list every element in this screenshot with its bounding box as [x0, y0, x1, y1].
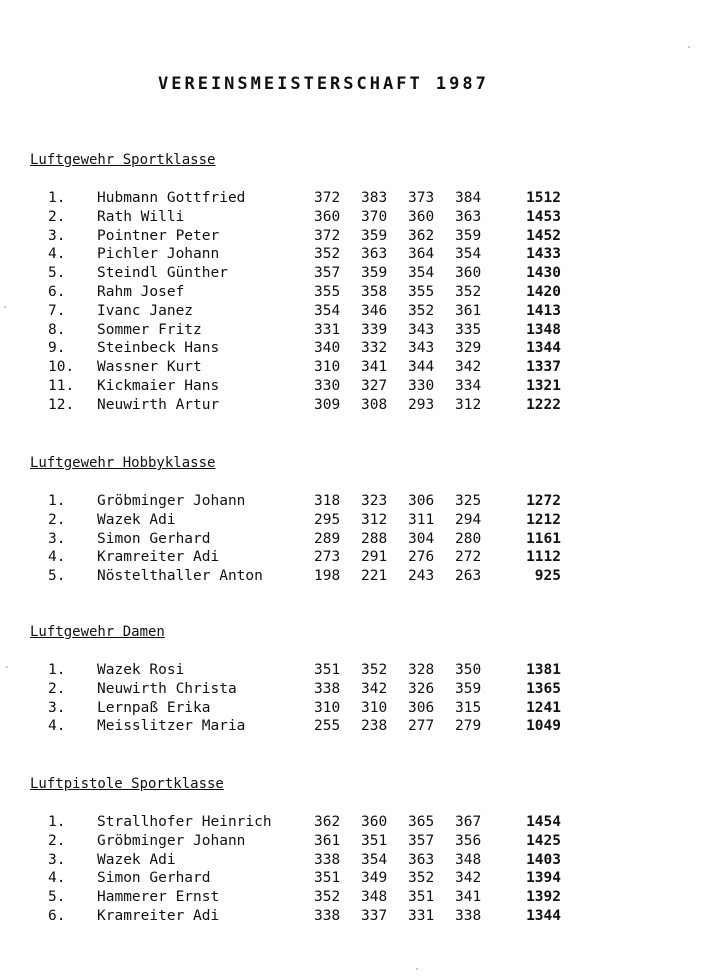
score-round-4: 329 — [455, 340, 482, 357]
score-round-3: 343 — [408, 321, 435, 338]
total-score: 1381 — [526, 662, 561, 678]
score-round-2: 323 — [361, 493, 388, 509]
shooter-name: Pichler Johann — [97, 246, 220, 263]
score-round-4: 350 — [455, 662, 482, 678]
score-round-1: 310 — [314, 699, 341, 716]
shooter-name: Strallhofer Heinrich — [97, 814, 272, 830]
score-round-3: 293 — [408, 396, 435, 413]
result-row — [30, 813, 650, 832]
result-row — [30, 492, 650, 511]
score-round-1: 198 — [314, 568, 341, 585]
score-round-3: 363 — [408, 851, 435, 868]
result-row — [30, 377, 650, 396]
total-score: 1394 — [526, 870, 561, 887]
score-round-2: 310 — [361, 699, 388, 716]
rank: 3. — [48, 530, 66, 547]
score-round-4: 384 — [455, 190, 482, 206]
rank: 4. — [48, 718, 66, 735]
score-round-3: 277 — [408, 718, 435, 735]
shooter-name: Pointner Peter — [97, 227, 220, 244]
total-score: 1344 — [526, 907, 561, 924]
score-round-3: 243 — [408, 568, 435, 585]
section-title: Luftgewehr Sportklasse — [30, 152, 216, 168]
rank: 1. — [48, 493, 66, 509]
score-round-2: 346 — [361, 302, 388, 319]
score-round-4: 359 — [455, 227, 482, 244]
score-round-3: 364 — [408, 246, 435, 263]
score-round-1: 338 — [314, 907, 341, 924]
score-round-2: 370 — [361, 208, 388, 225]
total-score: 1212 — [526, 511, 561, 528]
score-round-3: 311 — [408, 511, 435, 528]
score-round-4: 356 — [455, 832, 482, 849]
shooter-name: Wassner Kurt — [97, 359, 202, 376]
total-score: 1049 — [526, 718, 561, 735]
rank: 3. — [48, 851, 66, 868]
score-round-4: 325 — [455, 493, 482, 509]
score-round-3: 330 — [408, 377, 435, 394]
shooter-name: Sommer Fritz — [97, 321, 202, 338]
score-round-3: 354 — [408, 265, 435, 282]
score-round-3: 351 — [408, 889, 435, 906]
total-score: 1365 — [526, 680, 561, 697]
score-round-2: 359 — [361, 265, 388, 282]
total-score: 1403 — [526, 851, 561, 868]
rank: 2. — [48, 832, 66, 849]
score-round-1: 351 — [314, 662, 341, 678]
score-round-1: 354 — [314, 302, 341, 319]
shooter-name: Neuwirth Christa — [97, 680, 237, 697]
score-round-1: 355 — [314, 283, 341, 300]
shooter-name: Gröbminger Johann — [97, 832, 246, 849]
rank: 1. — [48, 814, 66, 830]
total-score: 1454 — [526, 814, 561, 830]
result-row — [30, 358, 650, 377]
score-round-3: 326 — [408, 680, 435, 697]
total-score: 1453 — [526, 208, 561, 225]
rank: 10. — [48, 359, 75, 376]
score-round-2: 383 — [361, 190, 388, 206]
score-round-3: 306 — [408, 493, 435, 509]
result-row — [30, 302, 650, 321]
rank: 5. — [48, 889, 66, 906]
rank: 4. — [48, 870, 66, 887]
score-round-4: 342 — [455, 870, 482, 887]
total-score: 925 — [534, 568, 561, 585]
score-round-3: 344 — [408, 359, 435, 376]
score-round-2: 238 — [361, 718, 388, 735]
paper-speck — [6, 666, 8, 668]
score-round-4: 361 — [455, 302, 482, 319]
score-round-4: 338 — [455, 907, 482, 924]
score-round-1: 352 — [314, 889, 341, 906]
total-score: 1420 — [526, 283, 561, 300]
score-round-4: 280 — [455, 530, 482, 547]
score-round-1: 255 — [314, 718, 341, 735]
shooter-name: Ivanc Janez — [97, 302, 194, 319]
total-score: 1241 — [526, 699, 561, 716]
result-row — [30, 245, 650, 264]
total-score: 1452 — [526, 227, 561, 244]
score-round-1: 352 — [314, 246, 341, 263]
section-luftgewehr-sportklasse — [30, 150, 650, 415]
shooter-name: Hammerer Ernst — [97, 889, 220, 906]
score-round-2: 349 — [361, 870, 388, 887]
score-round-3: 304 — [408, 530, 435, 547]
section-luftgewehr-damen — [30, 622, 650, 736]
total-score: 1112 — [526, 549, 561, 566]
score-round-4: 294 — [455, 511, 482, 528]
rank: 4. — [48, 246, 66, 263]
score-round-1: 295 — [314, 511, 341, 528]
rank: 7. — [48, 302, 66, 319]
score-round-2: 358 — [361, 283, 388, 300]
shooter-name: Wazek Rosi — [97, 662, 185, 678]
paper-speck — [4, 306, 6, 308]
shooter-name: Lernpaß Erika — [97, 699, 211, 716]
shooter-name: Steindl Günther — [97, 265, 228, 282]
rank: 1. — [48, 662, 66, 678]
results-list — [30, 661, 650, 736]
shooter-name: Nöstelthaller Anton — [97, 568, 263, 585]
result-row — [30, 717, 650, 736]
score-round-3: 373 — [408, 190, 435, 206]
total-score: 1512 — [526, 190, 561, 206]
rank: 5. — [48, 265, 66, 282]
score-round-1: 318 — [314, 493, 341, 509]
result-row — [30, 530, 650, 549]
rank: 4. — [48, 549, 66, 566]
score-round-4: 360 — [455, 265, 482, 282]
score-round-1: 338 — [314, 851, 341, 868]
score-round-1: 289 — [314, 530, 341, 547]
result-row — [30, 339, 650, 358]
score-round-4: 335 — [455, 321, 482, 338]
rank: 8. — [48, 321, 66, 338]
paper-speck — [688, 46, 690, 48]
score-round-2: 342 — [361, 680, 388, 697]
total-score: 1272 — [526, 493, 561, 509]
rank: 2. — [48, 208, 66, 225]
score-round-2: 327 — [361, 377, 388, 394]
score-round-1: 362 — [314, 814, 341, 830]
total-score: 1344 — [526, 340, 561, 357]
result-row — [30, 548, 650, 567]
results-list — [30, 813, 650, 926]
total-score: 1392 — [526, 889, 561, 906]
shooter-name: Kickmaier Hans — [97, 377, 220, 394]
score-round-3: 343 — [408, 340, 435, 357]
score-round-3: 360 — [408, 208, 435, 225]
total-score: 1348 — [526, 321, 561, 338]
score-round-2: 291 — [361, 549, 388, 566]
section-title: Luftpistole Sportklasse — [30, 776, 224, 792]
score-round-4: 342 — [455, 359, 482, 376]
total-score: 1222 — [526, 396, 561, 413]
score-round-4: 279 — [455, 718, 482, 735]
score-round-2: 352 — [361, 662, 388, 678]
score-round-1: 330 — [314, 377, 341, 394]
rank: 9. — [48, 340, 66, 357]
rank: 3. — [48, 227, 66, 244]
score-round-3: 352 — [408, 870, 435, 887]
shooter-name: Neuwirth Artur — [97, 396, 220, 413]
rank: 11. — [48, 377, 75, 394]
total-score: 1430 — [526, 265, 561, 282]
score-round-2: 221 — [361, 568, 388, 585]
rank: 6. — [48, 283, 66, 300]
total-score: 1161 — [526, 530, 561, 547]
rank: 2. — [48, 680, 66, 697]
score-round-1: 331 — [314, 321, 341, 338]
section-title: Luftgewehr Hobbyklasse — [30, 455, 216, 471]
paper-speck — [416, 968, 418, 970]
score-round-1: 309 — [314, 396, 341, 413]
score-round-2: 351 — [361, 832, 388, 849]
result-row — [30, 283, 650, 302]
result-row — [30, 699, 650, 718]
rank: 1. — [48, 190, 66, 206]
result-row — [30, 888, 650, 907]
shooter-name: Wazek Adi — [97, 851, 176, 868]
score-round-4: 354 — [455, 246, 482, 263]
score-round-4: 334 — [455, 377, 482, 394]
score-round-2: 337 — [361, 907, 388, 924]
total-score: 1337 — [526, 359, 561, 376]
shooter-name: Simon Gerhard — [97, 870, 211, 887]
total-score: 1433 — [526, 246, 561, 263]
score-round-3: 331 — [408, 907, 435, 924]
score-round-3: 306 — [408, 699, 435, 716]
score-round-1: 372 — [314, 190, 341, 206]
score-round-2: 348 — [361, 889, 388, 906]
score-round-1: 340 — [314, 340, 341, 357]
results-list — [30, 189, 650, 415]
score-round-3: 328 — [408, 662, 435, 678]
result-row — [30, 264, 650, 283]
shooter-name: Rahm Josef — [97, 283, 185, 300]
shooter-name: Meisslitzer Maria — [97, 718, 246, 735]
rank: 2. — [48, 511, 66, 528]
score-round-4: 315 — [455, 699, 482, 716]
result-row — [30, 208, 650, 227]
result-row — [30, 227, 650, 246]
rank: 5. — [48, 568, 66, 585]
score-round-2: 308 — [361, 396, 388, 413]
score-round-4: 359 — [455, 680, 482, 697]
result-row — [30, 832, 650, 851]
shooter-name: Kramreiter Adi — [97, 549, 220, 566]
score-round-2: 363 — [361, 246, 388, 263]
score-round-2: 360 — [361, 814, 388, 830]
score-round-3: 357 — [408, 832, 435, 849]
score-round-4: 348 — [455, 851, 482, 868]
score-round-3: 352 — [408, 302, 435, 319]
result-row — [30, 680, 650, 699]
score-round-3: 276 — [408, 549, 435, 566]
score-round-1: 361 — [314, 832, 341, 849]
score-round-1: 351 — [314, 870, 341, 887]
score-round-1: 360 — [314, 208, 341, 225]
shooter-name: Steinbeck Hans — [97, 340, 220, 357]
shooter-name: Rath Willi — [97, 208, 185, 225]
result-row — [30, 907, 650, 926]
section-luftgewehr-hobbyklasse — [30, 453, 650, 586]
score-round-3: 365 — [408, 814, 435, 830]
total-score: 1413 — [526, 302, 561, 319]
section-luftpistole-sportklasse — [30, 774, 650, 926]
score-round-4: 312 — [455, 396, 482, 413]
score-round-4: 263 — [455, 568, 482, 585]
score-round-2: 332 — [361, 340, 388, 357]
score-round-2: 288 — [361, 530, 388, 547]
score-round-2: 312 — [361, 511, 388, 528]
score-round-4: 272 — [455, 549, 482, 566]
score-round-2: 359 — [361, 227, 388, 244]
total-score: 1321 — [526, 377, 561, 394]
section-title: Luftgewehr Damen — [30, 624, 165, 640]
score-round-4: 367 — [455, 814, 482, 830]
score-round-1: 338 — [314, 680, 341, 697]
result-row — [30, 396, 650, 415]
shooter-name: Wazek Adi — [97, 511, 176, 528]
score-round-2: 341 — [361, 359, 388, 376]
page-title: VEREINSMEISTERSCHAFT 1987 — [158, 74, 489, 94]
shooter-name: Hubmann Gottfried — [97, 190, 246, 206]
rank: 6. — [48, 907, 66, 924]
shooter-name: Kramreiter Adi — [97, 907, 220, 924]
rank: 12. — [48, 396, 75, 413]
score-round-2: 354 — [361, 851, 388, 868]
score-round-2: 339 — [361, 321, 388, 338]
score-round-4: 363 — [455, 208, 482, 225]
result-row — [30, 567, 650, 586]
result-row — [30, 869, 650, 888]
results-list — [30, 492, 650, 586]
result-row — [30, 189, 650, 208]
shooter-name: Simon Gerhard — [97, 530, 211, 547]
score-round-3: 362 — [408, 227, 435, 244]
score-round-3: 355 — [408, 283, 435, 300]
result-row — [30, 321, 650, 340]
score-round-1: 372 — [314, 227, 341, 244]
score-round-1: 273 — [314, 549, 341, 566]
total-score: 1425 — [526, 832, 561, 849]
score-round-1: 310 — [314, 359, 341, 376]
rank: 3. — [48, 699, 66, 716]
result-row — [30, 851, 650, 870]
score-round-1: 357 — [314, 265, 341, 282]
score-round-4: 352 — [455, 283, 482, 300]
result-row — [30, 661, 650, 680]
result-row — [30, 511, 650, 530]
shooter-name: Gröbminger Johann — [97, 493, 246, 509]
score-round-4: 341 — [455, 889, 482, 906]
